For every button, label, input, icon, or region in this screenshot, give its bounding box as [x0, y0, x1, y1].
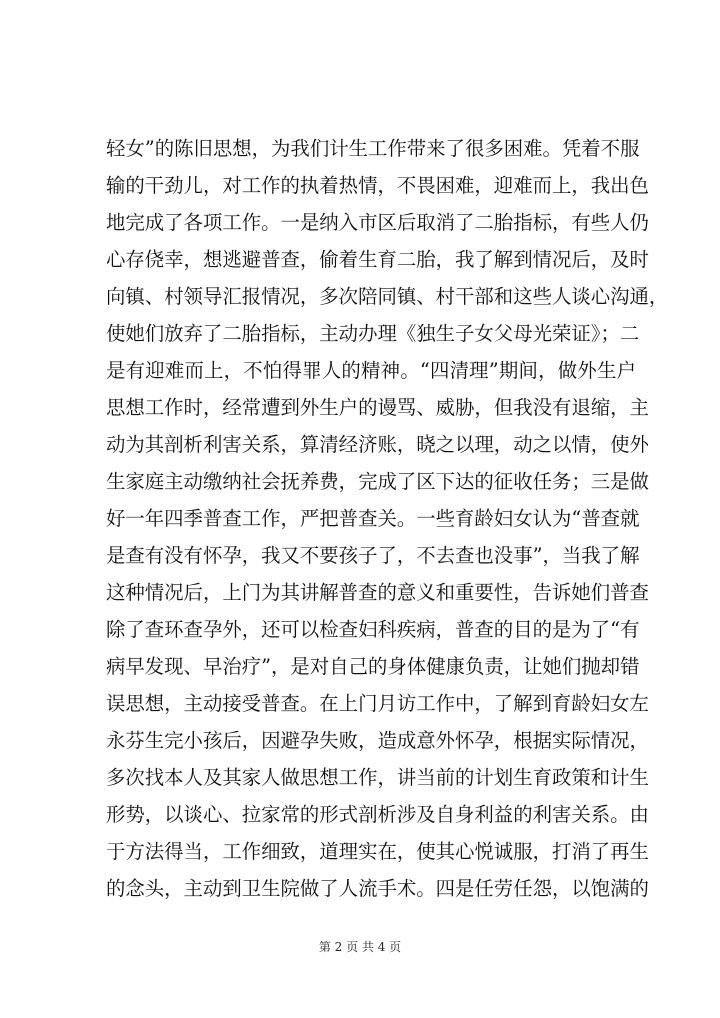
text-line: 永芬生完小孩后，因避孕失败，造成意外怀孕，根据实际情况， — [106, 729, 649, 752]
text-line: 形势，以谈心、拉家常的形式剖析涉及自身利益的利害关系。由 — [106, 803, 649, 826]
page-number-footer: 第 2 页 共 4 页 — [318, 940, 402, 954]
text-line: 轻女”的陈旧思想，为我们计生工作带来了很多困难。凭着不服 — [106, 137, 640, 160]
text-line: 是有迎难而上，不怕得罪人的精神。“四清理”期间，做外生户 — [106, 359, 636, 382]
text-line: 生家庭主动缴纳社会抚养费，完成了区下达的征收任务；三是做 — [106, 470, 649, 493]
text-line: 好一年四季普查工作，严把普查关。一些育龄妇女认为“普查就 — [106, 507, 640, 530]
text-line: 地完成了各项工作。一是纳入市区后取消了二胎指标，有些人仍 — [106, 211, 649, 234]
text-line: 除了查环查孕外，还可以检查妇科疾病，普查的目的是为了“有 — [106, 618, 640, 641]
body-text — [106, 130, 669, 907]
text-line: 心存侥幸，想逃避普查，偷着生育二胎，我了解到情况后，及时 — [106, 248, 649, 271]
text-line: 动为其剖析利害关系，算清经济账，晓之以理，动之以情，使外 — [106, 433, 649, 456]
text-line: 向镇、村领导汇报情况，多次陪同镇、村干部和这些人谈心沟通， — [106, 285, 669, 308]
text-line: 思想工作时，经常遭到外生户的谩骂、威胁，但我没有退缩，主 — [106, 396, 649, 419]
text-line: 是查有没有怀孕，我又不要孩子了，不去查也没事”，当我了解 — [106, 544, 640, 567]
text-line: 输的干劲儿，对工作的执着热情，不畏困难，迎难而上，我出色 — [106, 174, 649, 197]
text-line: 这种情况后，上门为其讲解普查的意义和重要性，告诉她们普查 — [106, 581, 649, 604]
text-line: 于方法得当，工作细致，道理实在，使其心悦诚服，打消了再生 — [106, 840, 649, 863]
text-line: 误思想，主动接受普查。在上门月访工作中，了解到育龄妇女左 — [106, 692, 649, 715]
text-line: 使她们放弃了二胎指标，主动办理《独生子女父母光荣证》；二 — [106, 322, 640, 345]
text-line: 多次找本人及其家人做思想工作，讲当前的计划生育政策和计生 — [106, 766, 649, 789]
text-line: 病早发现、早治疗”，是对自己的身体健康负责，让她们抛却错 — [106, 655, 640, 678]
text-line: 的念头，主动到卫生院做了人流手术。四是任劳任怨，以饱满的 — [106, 877, 649, 900]
